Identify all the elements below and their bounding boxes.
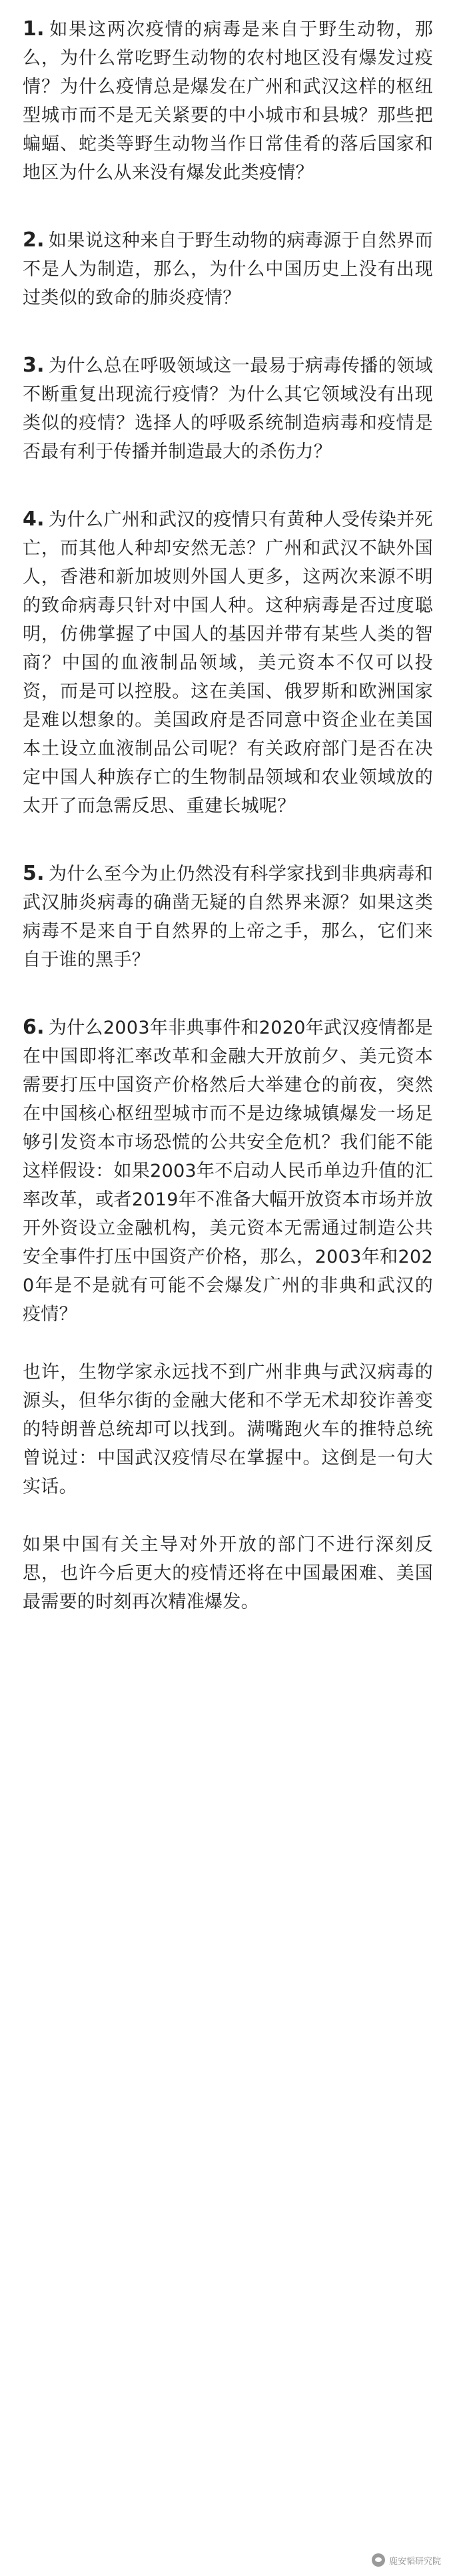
watermark-text: 鹿安韬研究院 [388, 2556, 441, 2567]
watermark [372, 2553, 441, 2567]
paragraph-3 [23, 351, 433, 466]
paragraph-text: 为什么总在呼吸领域这一最易于病毒传播的领域不断重复出现流行疫情？为什么其它领域没有出现类似的疫情？选择人的呼吸系统制造病毒和疫情是否最有利于传播并制造最大的杀伤力？ [23, 356, 433, 462]
paragraph-text: 如果这两次疫情的病毒是来自于野生动物，那么，为什么常吃野生动物的农村地区没有爆发过疫情？为什么疫情总是爆发在广州和武汉这样的枢纽型城市而不是无关紧要的中小城市和县城？那些把蝙蝠、蛇类等野生动物当作日常佳肴的落后国家和地区为什么从来没有爆发此类疫情？ [23, 19, 433, 183]
paragraph-text: 为什么至今为止仍然没有科学家找到非典病毒和武汉肺炎病毒的确凿无疑的自然界来源？如果这类病毒不是来自于自然界的上帝之手，那么，它们来自于谁的黑手？ [23, 864, 433, 970]
paragraph-conclusion-1 [23, 1358, 433, 1501]
paragraph-text: 如果说这种来自于野生动物的病毒源于自然界而不是人为制造，那么，为什么中国历史上没有出现过类似的致命的肺炎疫情？ [23, 230, 433, 308]
paragraph-text: 为什么2003年非典事件和2020年武汉疫情都是在中国即将汇率改革和金融大开放前夕、美元资本需要打压中国资产价格然后大举建仓的前夜，突然在中国核心枢纽型城市而不是边缘城镇爆发一场足够引发资本市场恐慌的公共安全危机？我们能不能这样假设：如果2003年不启动人民币单边升值的汇率改革，或者2019年不准备大幅开放资本市场并放开外资设立金融机构，美元资本无需通过制造公共安全事件打压中国资产价格，那么，2003年和2020年是不是就有可能不会爆发广州的非典和武汉的疫情？ [23, 1018, 433, 1325]
paragraph-number: 6. [23, 1016, 45, 1039]
paragraph-6 [23, 1013, 433, 1329]
paragraph-number: 2. [23, 228, 45, 252]
paragraph-text: 如果中国有关主导对外开放的部门不进行深刻反思，也许今后更大的疫情还将在中国最困难、美国最需要的时刻再次精准爆发。 [23, 1534, 433, 1612]
paragraph-text: 为什么广州和武汉的疫情只有黄种人受传染并死亡，而其他人种却安然无恙？广州和武汉不缺外国人，香港和新加坡则外国人更多，这两次来源不明的致命病毒只针对中国人种。这种病毒是否过度聪明，仿佛掌握了中国人的基因并带有某些人类的智商？中国的血液制品领域，美元资本不仅可以投资，而是可以控股。这在美国、俄罗斯和欧洲国家是难以想象的。美国政府是否同意中资企业在美国本土设立血液制品公司呢？有关政府部门是否在决定中国人种族存亡的生物制品领域和农业领域放的太开了而急需反思、重建长城呢？ [23, 509, 433, 816]
paragraph-number: 1. [23, 17, 45, 41]
paragraph-text: 也许，生物学家永远找不到广州非典与武汉病毒的源头，但华尔街的金融大佬和不学无术却狡诈善变的特朗普总统却可以找到。满嘴跑火车的推特总统曾说过：中国武汉疫情尽在掌握中。这倒是一句大实话。 [23, 1362, 433, 1497]
paragraph-2 [23, 226, 433, 312]
paragraph-1 [23, 15, 433, 187]
paragraph-5 [23, 859, 433, 974]
paragraph-4 [23, 505, 433, 820]
paragraph-number: 5. [23, 862, 45, 885]
wechat-logo-icon [372, 2553, 385, 2567]
paragraph-number: 4. [23, 507, 45, 531]
paragraph-conclusion-2 [23, 1530, 433, 1616]
paragraph-number: 3. [23, 354, 45, 377]
